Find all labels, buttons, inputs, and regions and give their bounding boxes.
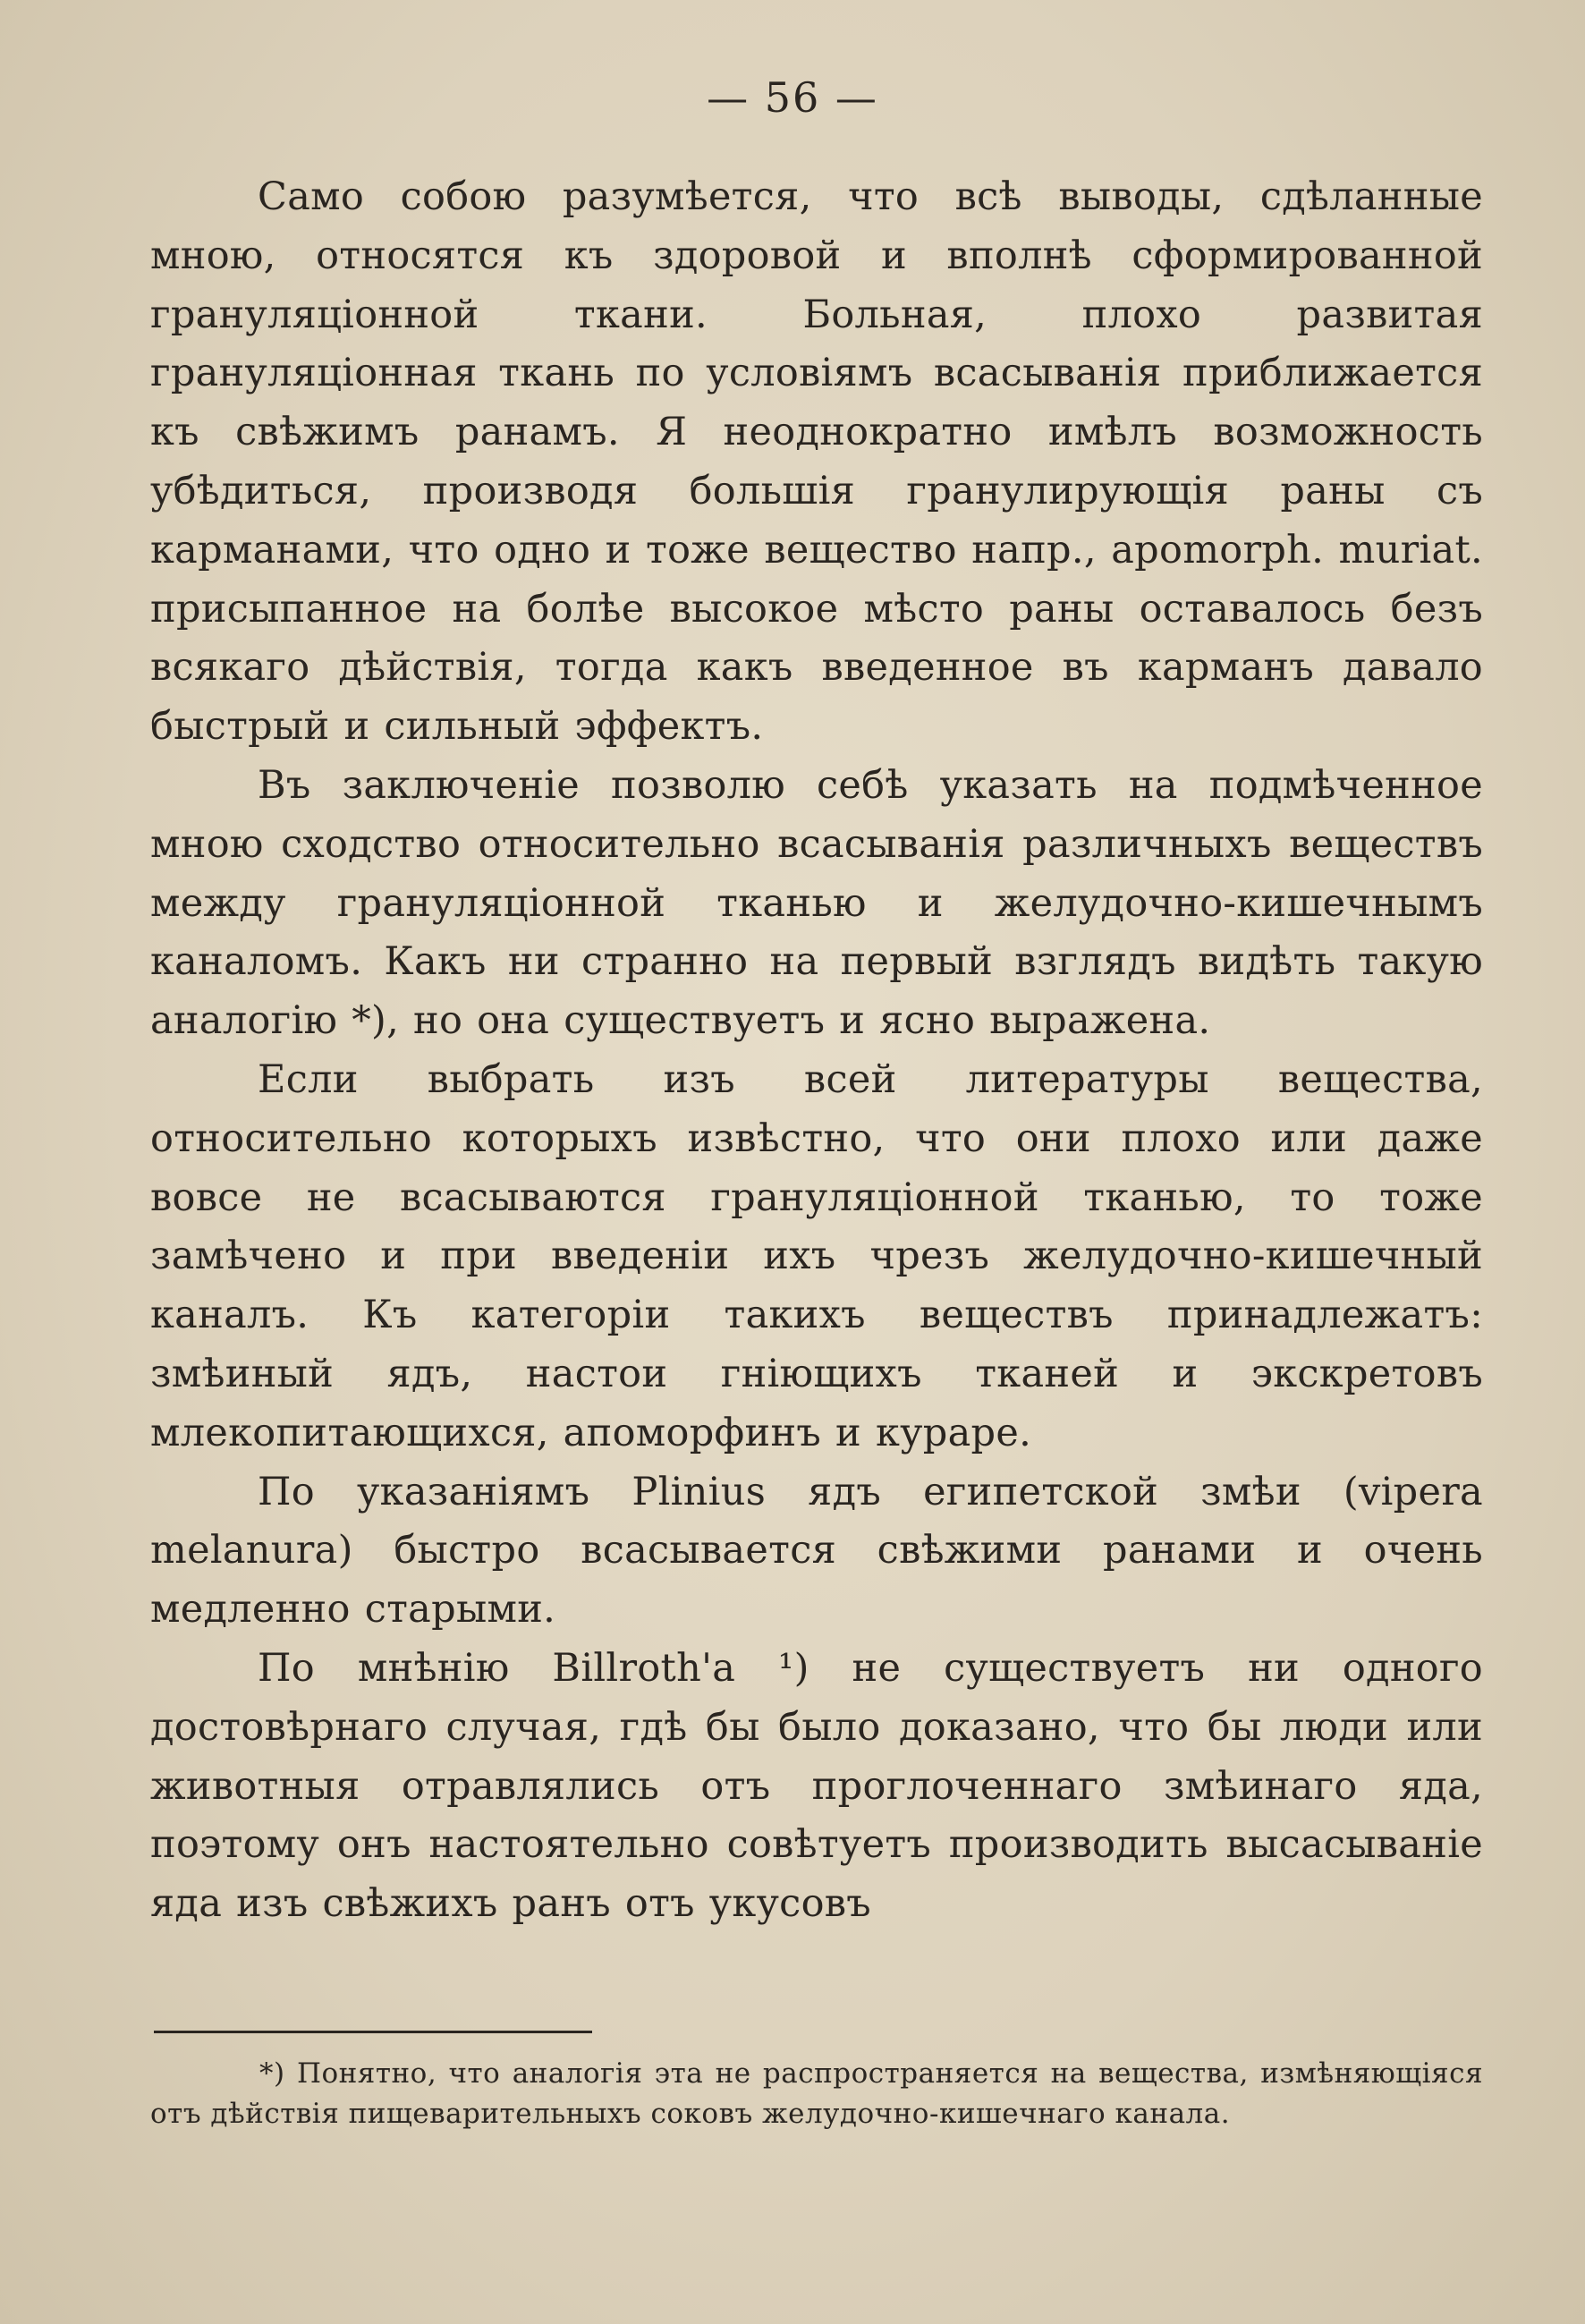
paragraph-5: По мнѣнію Billroth'а ¹) не существуетъ ни одного достовѣрнаго случая, гдѣ бы было доказано, что бы люди или животныя отравлялись отъ проглоченнаго змѣинаго яда, поэтому онъ настоятельно совѣтуетъ производить высасываніе яда изъ свѣжихъ ранъ отъ укусовъ	[150, 1645, 1483, 1927]
paragraph-1: Само собою разумѣется, что всѣ выводы, сдѣланные мною, относятся къ здоровой и вполнѣ сформированной грануляціонной ткани. Больная, плохо развитая грануляціонная ткань по условіямъ всасыванія приближается къ свѣжимъ ранамъ. Я неоднократно имѣлъ возможность убѣдиться, производя большія гранулирующія раны съ карманами, что одно и тоже вещество напр., apomorph. muriat. присыпанное на болѣе высокое мѣсто раны оставалось безъ всякаго дѣйствія, тогда какъ введенное въ карманъ давало быстрый и сильный эффектъ.	[150, 174, 1483, 750]
page-number: — 56 —	[707, 73, 878, 122]
main-text	[150, 168, 1483, 1934]
paragraph-2: Въ заключеніе позволю себѣ указать на подмѣченное мною сходство относительно всасыванія различныхъ веществъ между грануляціонной тканью и желудочно-кишечнымъ каналомъ. Какъ ни странно на первый взглядъ видѣть такую аналогію *), но она существуетъ и ясно выражена.	[150, 762, 1483, 1044]
paragraph-3: Если выбрать изъ всей литературы вещества, относительно которыхъ извѣстно, что они плохо или даже вовсе не всасываются грануляціонной тканью, то тоже замѣчено и при введеніи ихъ чрезъ желудочно-кишечный каналъ. Къ категоріи такихъ веществъ принадлежатъ: змѣиный ядъ, настои гніющихъ тканей и экскретовъ млекопитающихся, апоморфинъ и кураре.	[150, 1056, 1483, 1455]
footnote: *) Понятно, что аналогія эта не распространяется на вещества, измѣняющіяся отъ дѣйствія пищеварительныхъ соковъ желудочно-кишечнаго канала.	[150, 2057, 1483, 2130]
footnote-divider	[154, 2031, 592, 2033]
paragraph-4: По указаніямъ Plinius ядъ египетской змѣи (vipera melanura) быстро всасывается свѣжими ранами и очень медленно старыми.	[150, 1469, 1483, 1633]
